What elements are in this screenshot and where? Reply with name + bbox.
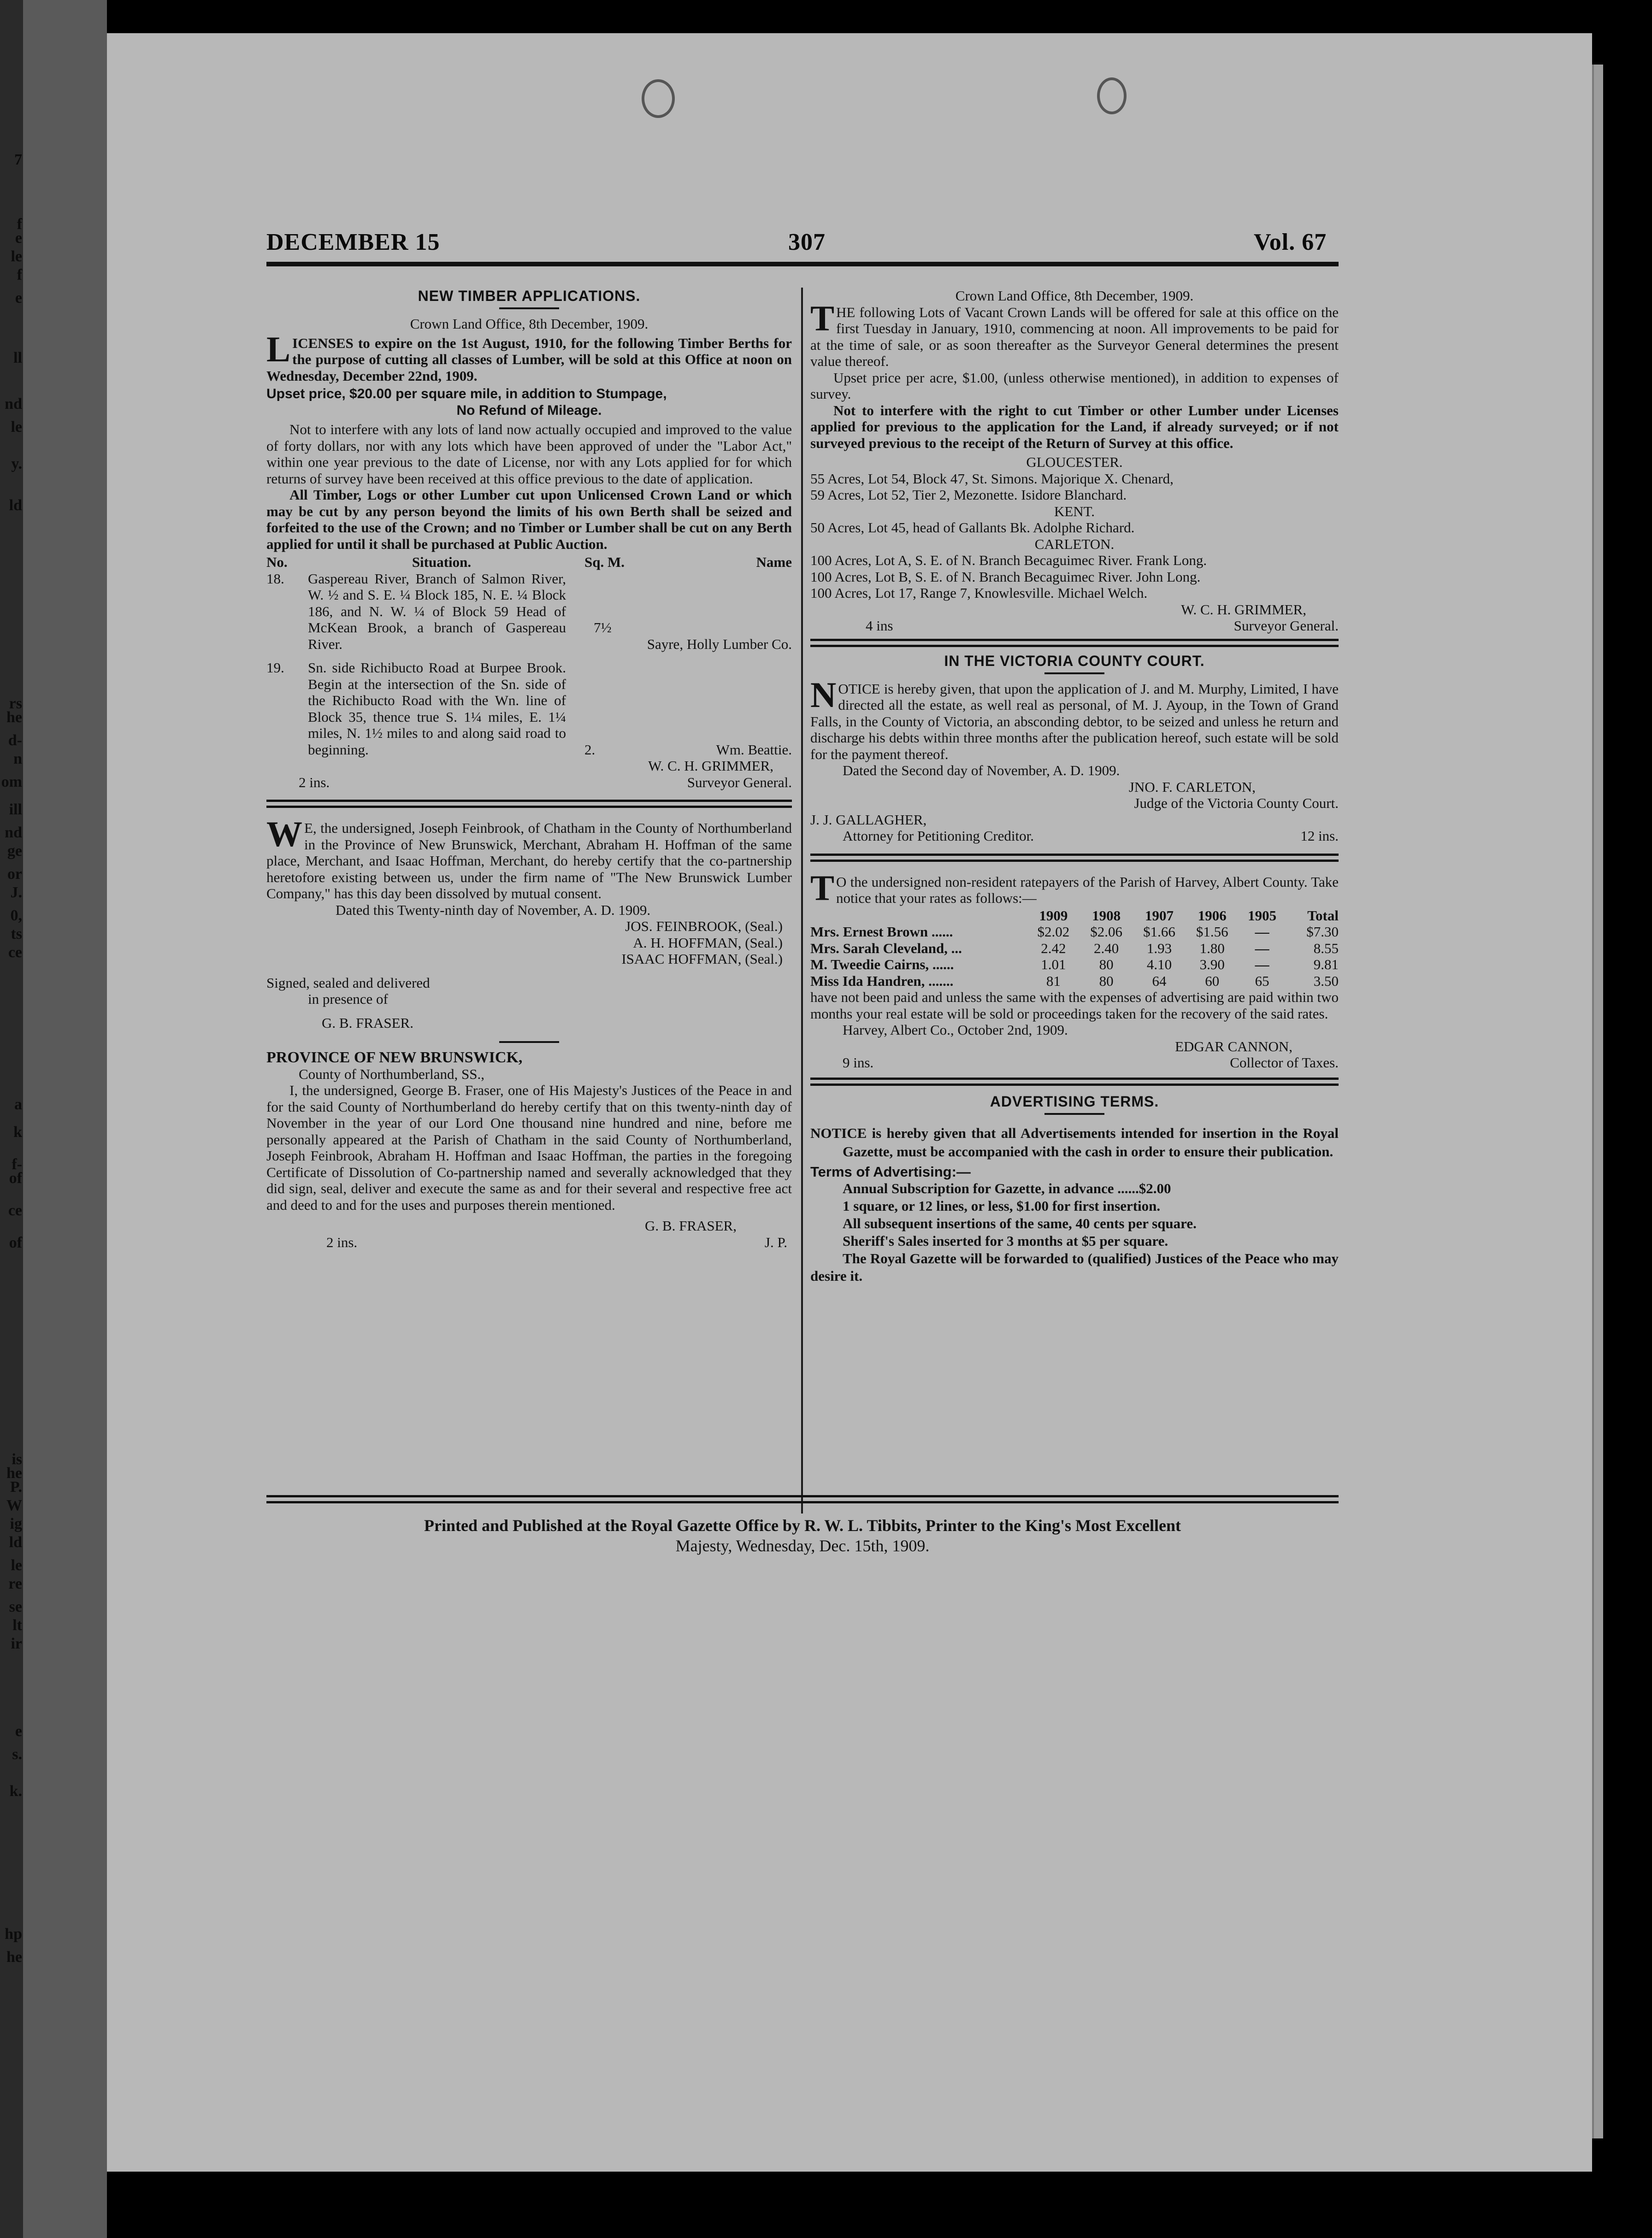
harvey-rates-notice — [810, 867, 1339, 1071]
timber-no-refund: No Refund of Mileage. — [456, 402, 602, 418]
rate-cell: 3.90 — [1199, 956, 1225, 972]
rate-cell: 64 — [1152, 972, 1167, 989]
margin-fragment: ge — [7, 842, 22, 860]
harvey-text: T O the undersigned non-resident ratepayers of the Parish of Harvey, Albert County. Take notice that your rates as follows:— — [810, 867, 1339, 908]
witness-name: G. B. FRASER. — [322, 1014, 413, 1031]
insertions-count: 2 ins. — [326, 1234, 358, 1250]
province-acknowledgement — [266, 1049, 792, 1250]
dissolution-text: W E, the undersigned, Joseph Feinbrook, of Chatham in the County of Northumberland in the Province of New Brunswick, Merchant, Abraham H. Hoffman of the same place, Merchant, and Isaac Hoffman, Merchant, do hereby certify that the co-partnership heretofore existing between us, under the firm name of "The New Brunswick Lumber Company," has this day been dissolved by mutual consent. — [266, 814, 792, 901]
header-rule — [266, 262, 1339, 266]
margin-fragment: le — [11, 1557, 22, 1574]
advertising-notice: NOTICE is hereby given that all Advertisements intended for insertion in the Royal Gazette, must be accompanied with the cash in order to ensure their publication. — [810, 1125, 1339, 1160]
rate-cell: $1.56 — [1196, 924, 1228, 940]
margin-fragment: he — [6, 1465, 22, 1482]
margin-fragment: J. — [10, 884, 22, 901]
margin-fragment: n — [13, 750, 22, 767]
margin-fragment: nd — [5, 824, 22, 841]
column-divider — [801, 288, 803, 1514]
margin-fragment: f — [17, 216, 22, 233]
rate-cell: — — [1255, 940, 1269, 956]
imprint-rule — [266, 1495, 1339, 1503]
margin-fragment: om — [1, 773, 22, 790]
province-signer-title: J. P. — [764, 1234, 787, 1250]
table-row — [266, 652, 792, 758]
margin-fragment: e — [15, 230, 22, 247]
margin-fragment: ce — [8, 1202, 22, 1219]
punch-hole — [642, 79, 675, 118]
margin-fragment: or — [7, 866, 22, 883]
harvey-footer — [810, 1054, 1339, 1071]
margin-fragment: se — [9, 1598, 22, 1615]
margin-fragment: of — [9, 1234, 22, 1251]
terms-line: All subsequent insertions of the same, 40 cents per square. — [843, 1215, 1197, 1231]
margin-fragment: rs — [9, 695, 22, 712]
timber-title: NEW TIMBER APPLICATIONS. — [418, 288, 641, 304]
insertions-count: 12 ins. — [1300, 828, 1339, 844]
rates-table — [810, 907, 1339, 989]
victoria-dated: Dated the Second day of November, A. D. 1909. — [843, 762, 1120, 778]
crown-footer — [810, 618, 1339, 634]
judge-name: JNO. F. CARLETON, — [1128, 778, 1256, 795]
rate-cell: 80 — [1099, 956, 1114, 972]
drop-cap: T — [810, 298, 835, 338]
dissolution-signature: JOS. FEINBROOK, (Seal.) — [625, 918, 783, 934]
lot-entry: 50 Acres, Lot 45, head of Gallants Bk. Adolphe Richard. — [810, 519, 1135, 536]
rate-cell: 2.40 — [1094, 940, 1119, 956]
margin-fragment: e — [15, 1723, 22, 1740]
terms-line: Sheriff's Sales inserted for 3 months at $5 per square. — [843, 1233, 1168, 1249]
year-header: 1908 — [1092, 907, 1121, 924]
berth-name: Sayre, Holly Lumber Co. — [647, 636, 792, 652]
section-rule — [266, 800, 792, 808]
victoria-text: NOTICE is hereby given, that upon the application of J. and M. Murphy, Limited, I have directed all the estate, as well real as personal, of M. J. Ayoup, in the Town of Grand Falls, in the County of Victoria, an absconding debtor, to be seized and unless he return and discharge his debts within three months after the publication hereof, such estate will be sold for the payment thereof. — [810, 674, 1339, 762]
berth-name: Wm. Beattie. — [716, 741, 792, 758]
margin-fragment: le — [11, 418, 22, 436]
page-stack-edge — [1592, 65, 1603, 2138]
insertions-count: 2 ins. — [299, 774, 330, 790]
timber-footer — [266, 774, 792, 791]
page-number: 307 — [788, 229, 826, 255]
berth-sq-m: 2. — [584, 741, 596, 758]
crown-office-dateline: Crown Land Office, 8th December, 1909. — [955, 288, 1194, 304]
attorney-title: Attorney for Petitioning Creditor. — [843, 828, 1034, 844]
title-rule — [499, 307, 559, 309]
drop-cap: T — [810, 867, 835, 908]
crown-lands-notice — [810, 288, 1339, 634]
margin-fragment: re — [8, 1575, 22, 1592]
province-signer: G. B. FRASER, — [645, 1218, 737, 1234]
table-header-row — [266, 554, 792, 571]
terms-label: Terms of Advertising:— — [810, 1163, 971, 1180]
margin-fragment: nd — [5, 395, 22, 412]
timber-berths-table — [266, 554, 792, 758]
ratepayer-name: Mrs. Sarah Cleveland, ... — [810, 940, 962, 956]
header-date: DECEMBER 15 — [266, 229, 440, 255]
rate-total: 3.50 — [1313, 972, 1339, 989]
margin-fragment: y. — [11, 455, 22, 472]
rate-cell: 1.01 — [1041, 956, 1066, 972]
rate-cell: 1.80 — [1199, 940, 1225, 956]
table-row — [810, 924, 1339, 940]
insertions-count: 4 ins — [866, 618, 893, 634]
province-text: I, the undersigned, George B. Fraser, one of His Majesty's Justices of the Peace in and for the said County of Northumberland do hereby certify that on this twenty-ninth day of November in the year of our Lord One thousand nine hundred and nine, before me personally appeared at the Parish of Chatham in the said County of Northumberland, Joseph Feinbrook, Abraham H. Hoffman and Isaac Hoffman, the parties in the foregoing Certificate of Dissolution of Co-partnership named and severally acknowledged that they did sign, seal, deliver and execute the same as and for their several and respective free act and deed to and for the uses and purposes therein mentioned. — [266, 1082, 792, 1213]
crown-intro: THE following Lots of Vacant Crown Lands will be offered for sale at this office on the first Tuesday in January, 1910, commencing at noon. All improvements to be paid for at the time of sale, or as soon thereafter as the Surveyor General determines the present value thereof. — [810, 298, 1339, 369]
margin-fragment: W — [6, 1497, 22, 1514]
timber-intro: LICENSES to expire on the 1st August, 1910, for the following Timber Berths for the purpose of cutting all classes of Lumber, will be sold at this Office at noon on Wednesday, December 22nd, 1909. — [266, 329, 792, 384]
section-rule — [810, 1078, 1339, 1086]
in-presence-line: in presence of — [308, 991, 388, 1007]
total-header: Total — [1307, 907, 1339, 924]
crown-upset-price: Upset price per acre, $1.00, (unless otherwise mentioned), in addition to expenses of survey. — [810, 369, 1339, 402]
volume-number: Vol. 67 — [1254, 229, 1327, 255]
berth-no: 19. — [266, 660, 284, 676]
berth-sq-m: 7½ — [594, 619, 612, 636]
margin-fragment: he — [6, 709, 22, 726]
margin-fragment: ll — [13, 349, 22, 366]
margin-fragment: ld — [9, 1534, 22, 1551]
margin-fragment: hp — [5, 1926, 22, 1943]
dissolution-dated: Dated this Twenty-ninth day of November, A. D. 1909. — [336, 901, 651, 918]
margin-fragment: d- — [8, 732, 22, 749]
terms-line: Annual Subscription for Gazette, in advance ......$2.00 — [843, 1180, 1171, 1196]
margin-fragment: a — [14, 1096, 22, 1113]
table-row — [266, 571, 792, 653]
timber-signer-title: Surveyor General. — [687, 774, 792, 790]
margin-fragment: f — [17, 266, 22, 283]
rate-cell: 60 — [1205, 972, 1220, 989]
imprint-line-1: Printed and Published at the Royal Gazette Office by R. W. L. Tibbits, Printer to the King's Most Excellent — [424, 1516, 1181, 1535]
ratepayer-name: Miss Ida Handren, ....... — [810, 972, 954, 989]
rate-cell: 65 — [1255, 972, 1269, 989]
col-header-situation: Situation. — [412, 554, 472, 570]
harvey-after-text: have not been paid and unless the same with the expenses of advertising are paid within two months your real estate will be sold or proceedings taken for the recovery of the said rates. — [810, 989, 1339, 1022]
margin-fragment: 0, — [10, 907, 22, 924]
imprint-line-2: Majesty, Wednesday, Dec. 15th, 1909. — [675, 1537, 930, 1555]
timber-office-dateline: Crown Land Office, 8th December, 1909. — [410, 316, 649, 332]
col-header-sq-m: Sq. M. — [584, 554, 625, 570]
margin-fragment: f- — [12, 1156, 22, 1173]
terms-line: The Royal Gazette will be forwarded to (qualified) Justices of the Peace who may desire it. — [810, 1250, 1339, 1284]
victoria-footer — [810, 828, 1339, 844]
ratepayer-name: Mrs. Ernest Brown ...... — [810, 924, 953, 940]
lot-entry: 100 Acres, Lot B, S. E. of N. Branch Becaguimec River. John Long. — [810, 568, 1201, 585]
dissolution-signature: A. H. HOFFMAN, (Seal.) — [633, 934, 783, 951]
rate-cell: 2.42 — [1041, 940, 1066, 956]
drop-cap: L — [266, 329, 291, 369]
col-header-no: No. — [266, 554, 288, 570]
drop-cap: W — [266, 814, 302, 854]
adjacent-page-strip — [0, 0, 23, 2238]
berth-no: 18. — [266, 570, 284, 587]
victoria-court-notice — [810, 653, 1339, 844]
margin-fragment: of — [9, 1170, 22, 1187]
dissolution-notice — [266, 814, 792, 1043]
margin-fragment: ld — [9, 497, 22, 514]
victoria-title: IN THE VICTORIA COUNTY COURT. — [944, 652, 1205, 669]
harvey-signer: EDGAR CANNON, — [1175, 1038, 1292, 1054]
judge-title: Judge of the Victoria County Court. — [1134, 795, 1339, 811]
rate-total: 8.55 — [1313, 940, 1339, 956]
margin-fragment: ir — [11, 1635, 22, 1652]
drop-cap: N — [810, 674, 837, 715]
rate-cell: 4.10 — [1146, 956, 1172, 972]
rate-total: $7.30 — [1306, 924, 1339, 940]
margin-fragment: he — [6, 1949, 22, 1966]
margin-fragment: e — [15, 289, 22, 306]
rate-cell: $2.06 — [1090, 924, 1123, 940]
advertising-title: ADVERTISING TERMS. — [990, 1093, 1159, 1110]
timber-seizure-paragraph: All Timber, Logs or other Lumber cut upon Unlicensed Crown Land or which may be cut by any person beyond the limits of his own Berth shall be seized and forfeited to the use of the Crown; and no Timber or Lumber shall be cut on any Berth applied for until it shall be purchased at Public Auction. — [266, 487, 792, 552]
province-footer — [266, 1234, 792, 1251]
margin-fragment: k. — [9, 1783, 22, 1800]
rate-cell: — — [1255, 924, 1269, 940]
title-rule — [1044, 1113, 1104, 1115]
rate-total: 9.81 — [1313, 956, 1339, 972]
ratepayer-name: M. Tweedie Cairns, ...... — [810, 956, 954, 972]
dissolution-signature: ISAAC HOFFMAN, (Seal.) — [621, 951, 783, 967]
harvey-place-date: Harvey, Albert Co., October 2nd, 1909. — [843, 1022, 1068, 1038]
margin-fragment: ce — [8, 944, 22, 961]
margin-fragment: k — [13, 1124, 22, 1141]
berth-situation: Sn. side Richibucto Road at Burpee Brook. Begin at the intersection of the Sn. side of the Richibucto Road with the Wn. line of Block 35, thence true S. 1¼ miles, E. 1¼ miles, N. 1½ miles to and along said road to beginning. — [308, 660, 566, 758]
rate-cell: 1.93 — [1146, 940, 1172, 956]
lot-entry: 100 Acres, Lot A, S. E. of N. Branch Becaguimec River. Frank Long. — [810, 552, 1207, 568]
margin-fragment: is — [12, 1451, 22, 1468]
year-header: 1909 — [1039, 907, 1068, 924]
year-header: 1907 — [1145, 907, 1174, 924]
county-heading: GLOUCESTER. — [1026, 454, 1123, 470]
margin-fragment: le — [11, 248, 22, 265]
year-header: 1906 — [1198, 907, 1227, 924]
advertising-terms — [810, 1093, 1339, 1285]
timber-signer: W. C. H. GRIMMER, — [648, 758, 773, 774]
margin-fragment: s. — [12, 1746, 22, 1763]
rate-cell: 81 — [1046, 972, 1061, 989]
province-county: County of Northumberland, SS., — [299, 1066, 484, 1082]
crown-signer-title: Surveyor General. — [1233, 618, 1339, 634]
margin-fragment: 7 — [14, 151, 22, 168]
lot-entry: 59 Acres, Lot 52, Tier 2, Mezonette. Isidore Blanchard. — [810, 487, 1127, 503]
county-heading: KENT. — [1054, 503, 1095, 519]
imprint — [266, 1495, 1339, 1556]
lot-entry: 55 Acres, Lot 54, Block 47, St. Simons. Majorique X. Chenard, — [810, 470, 1174, 487]
section-rule — [810, 639, 1339, 647]
title-rule — [1044, 672, 1104, 674]
adjacent-page-edge — [0, 0, 107, 2238]
rate-cell: $2.02 — [1037, 924, 1070, 940]
margin-fragment: lt — [12, 1617, 22, 1634]
table-header-row — [810, 907, 1339, 924]
margin-fragment: P. — [10, 1478, 22, 1496]
col-header-name: Name — [756, 554, 792, 570]
insertions-count: 9 ins. — [843, 1054, 874, 1071]
rate-cell: 80 — [1099, 972, 1114, 989]
table-row — [810, 973, 1339, 989]
timber-interference-paragraph: Not to interfere with any lots of land now actually occupied and improved to the value of forty dollars, nor with any lots which have been approved of under the "Labor Act," within one year previous to the date of License, nor with any Lots applied for for which returns of survey have been received at this office previous to the date of application. — [266, 421, 792, 487]
terms-line: 1 square, or 12 lines, or less, $1.00 for first insertion. — [843, 1198, 1161, 1214]
section-short-rule — [499, 1041, 559, 1043]
attorney-name: J. J. GALLAGHER, — [810, 811, 927, 828]
province-title: PROVINCE OF NEW BRUNSWICK, — [266, 1049, 523, 1066]
lot-entry: 100 Acres, Lot 17, Range 7, Knowlesville. Michael Welch. — [810, 585, 1148, 601]
rate-cell: $1.66 — [1143, 924, 1175, 940]
right-column — [810, 288, 1339, 1285]
berth-situation: Gaspereau River, Branch of Salmon River, W. ½ and S. E. ¼ Block 185, N. E. ¼ Block 186, and N. W. ¼ of Block 59 Head of McKean Brook, a branch of Gaspereau River. — [308, 570, 566, 652]
margin-fragment: ig — [10, 1515, 22, 1532]
timber-applications-notice — [266, 288, 792, 790]
county-heading: CARLETON. — [1034, 536, 1115, 552]
crown-interference: Not to interfere with the right to cut Timber or other Lumber under Licenses applied for previous to the application for the Land, if already surveyed; or if not surveyed previous to the receipt of the Return of Survey at this office. — [810, 402, 1339, 451]
left-column — [266, 288, 792, 1250]
crown-signer: W. C. H. GRIMMER, — [1181, 601, 1306, 618]
section-rule — [810, 854, 1339, 862]
year-header: 1905 — [1248, 907, 1277, 924]
punch-hole — [1097, 77, 1127, 114]
signed-sealed-line: Signed, sealed and delivered — [266, 974, 430, 991]
rate-cell: — — [1255, 956, 1269, 972]
timber-upset-price: Upset price, $20.00 per square mile, in addition to Stumpage, — [266, 386, 667, 401]
table-row — [810, 956, 1339, 973]
harvey-signer-title: Collector of Taxes. — [1230, 1054, 1339, 1071]
margin-fragment: ill — [9, 801, 22, 818]
margin-fragment: ts — [11, 925, 22, 942]
table-row — [810, 940, 1339, 957]
